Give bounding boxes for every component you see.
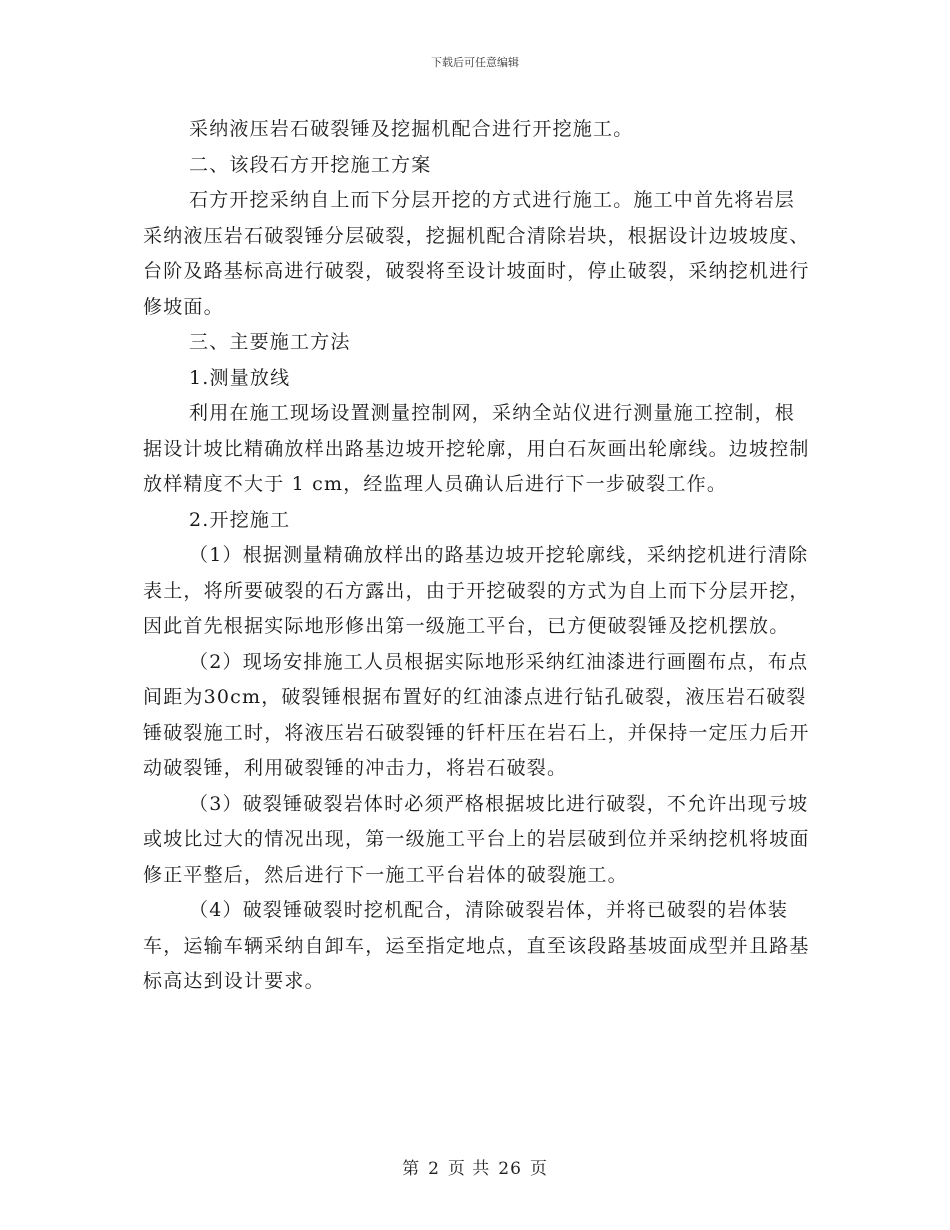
- paragraph-step-3: （3）破裂锤破裂岩体时必须严格根据坡比进行破裂，不允许出现亏坡或坡比过大的情况出现，第一级施工平台上的岩层破到位并采纳挖机将坡面修正平整后，然后进行下一施工平台岩体的破裂施工。: [143, 792, 810, 886]
- document-body: [143, 112, 813, 1000]
- footer-mid: 页 共: [447, 1159, 491, 1179]
- footer-total-pages: 26: [498, 1159, 522, 1179]
- subheading-survey: 1.测量放线: [189, 366, 291, 389]
- footer-suffix: 页: [529, 1159, 548, 1179]
- page-footer: [0, 1154, 950, 1179]
- section-heading-2: 二、该段石方开挖施工方案: [189, 153, 432, 176]
- paragraph-plan: 石方开挖采纳自上而下分层开挖的方式进行施工。施工中首先将岩层采纳液压岩石破裂锤分层破裂，挖掘机配合清除岩块，根据设计边坡坡度、台阶及路基标高进行破裂，破裂将至设计坡面时，停止破裂，采纳挖机进行修坡面。: [143, 189, 810, 318]
- paragraph-survey: 利用在施工现场设置测量控制网，采纳全站仪进行测量施工控制，根据设计坡比精确放样出路基边坡开挖轮廓，用白石灰画出轮廓线。边坡控制放样精度不大于 1 cm，经监理人员确认后进行下一步破裂工作。: [143, 402, 810, 495]
- footer-prefix: 第: [402, 1159, 421, 1179]
- paragraph-step-2: （2）现场安排施工人员根据实际地形采纳红油漆进行画圈布点，布点间距为30cm，破裂锤根据布置好的红油漆点进行钻孔破裂，液压岩石破裂锤破裂施工时，将液压岩石破裂锤的钎杆压在岩石上，并保持一定压力后开动破裂锤，利用破裂锤的冲击力，将岩石破裂。: [143, 650, 810, 779]
- page-header: 下载后可任意编辑: [431, 56, 519, 69]
- subheading-excavation: 2.开挖施工: [189, 508, 291, 531]
- paragraph-step-4: （4）破裂锤破裂时挖机配合，清除破裂岩体，并将已破裂的岩体装车，运输车辆采纳自卸车，运至指定地点，直至该段路基坡面成型并且路基标高达到设计要求。: [143, 899, 810, 992]
- paragraph-intro: 采纳液压岩石破裂锤及挖掘机配合进行开挖施工。: [189, 118, 634, 140]
- paragraph-step-1: （1）根据测量精确放样出的路基边坡开挖轮廓线，采纳挖机进行清除表土，将所要破裂的石方露出，由于开挖破裂的方式为自上而下分层开挖，因此首先根据实际地形修出第一级施工平台，已方便破裂锤及挖机摆放。: [143, 544, 810, 637]
- footer-page-number: 2: [428, 1159, 440, 1179]
- section-heading-3: 三、主要施工方法: [189, 331, 351, 353]
